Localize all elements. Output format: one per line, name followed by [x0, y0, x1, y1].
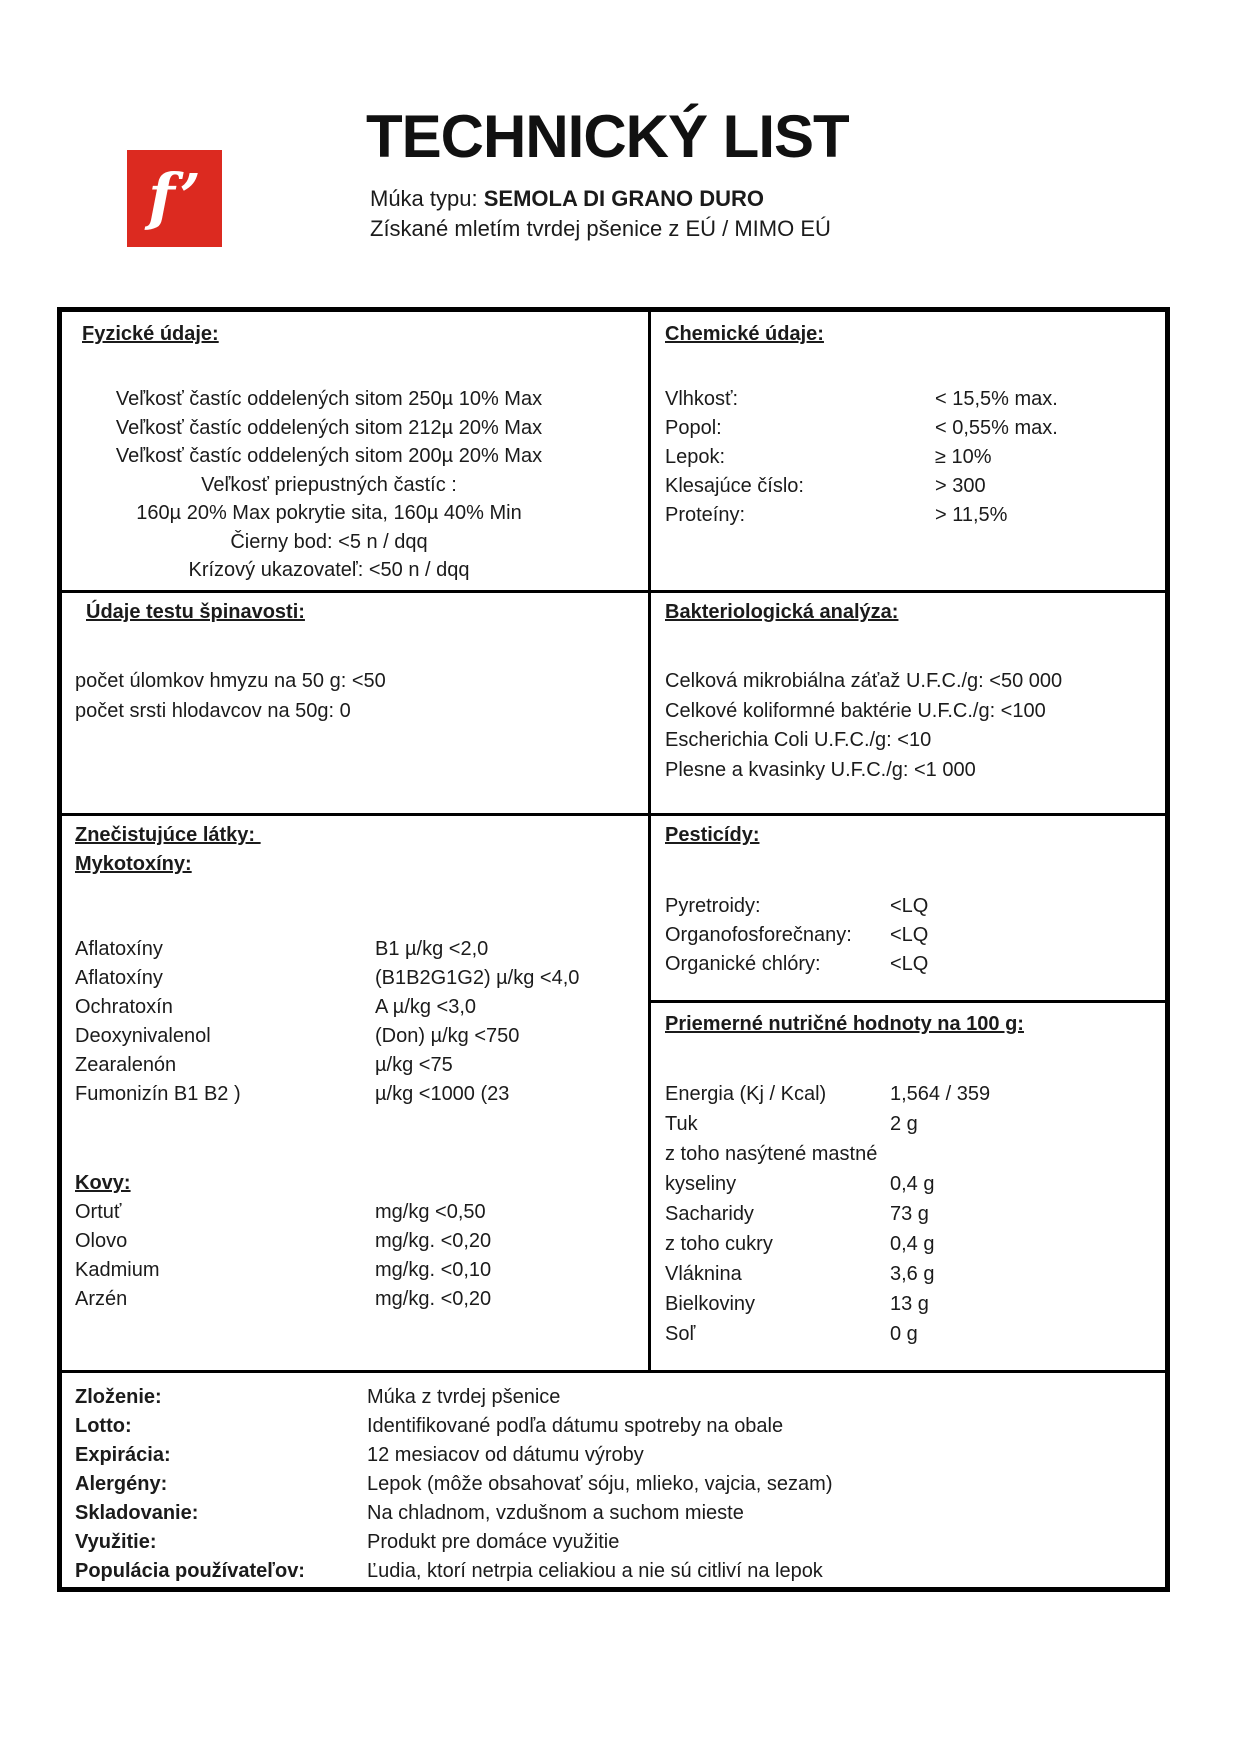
- text-line: Celková mikrobiálna záťaž U.F.C./g: <50 000: [665, 670, 1063, 692]
- row-value: <LQ: [890, 895, 929, 917]
- row-label: Proteíny:: [665, 504, 746, 526]
- data-row: [665, 1139, 1165, 1169]
- chemical-rows: [665, 385, 1165, 530]
- section-bacteriological: [651, 590, 1165, 813]
- data-row: [665, 892, 1165, 921]
- row-label: Organické chlóry:: [665, 953, 821, 975]
- data-row: [75, 1256, 648, 1285]
- row-value: Lepok (môže obsahovať sóju, mlieko, vajcia, sezam): [367, 1473, 833, 1495]
- row-value: 1,564 / 359: [890, 1083, 991, 1105]
- data-row: [75, 935, 648, 964]
- brand-logo: [127, 150, 222, 247]
- text-line: Veľkosť častíc oddelených sitom 200µ 20% Max: [115, 445, 543, 467]
- section-heading: Chemické údaje:: [665, 323, 824, 345]
- text-line: Veľkosť častíc oddelených sitom 212µ 20% Max: [115, 416, 543, 439]
- data-row: [75, 1080, 648, 1109]
- data-row: [75, 1285, 648, 1314]
- row-value: < 0,55% max.: [935, 417, 1058, 439]
- data-row: [75, 1198, 648, 1227]
- row-label: Ortuť: [75, 1201, 122, 1223]
- row-value: mg/kg <0,50: [375, 1201, 486, 1223]
- row-value: A µ/kg <3,0: [375, 996, 477, 1018]
- row-value: <LQ: [890, 953, 929, 975]
- text-line: Krízový ukazovateľ: <50 n / dqq: [188, 559, 470, 581]
- row-label: Alergény:: [75, 1473, 168, 1495]
- bacteriological-lines: [665, 667, 1165, 785]
- row-label: Aflatoxíny: [75, 967, 163, 989]
- section-pesticides: [651, 813, 1165, 1000]
- row-value: 73 g: [890, 1203, 929, 1225]
- pesticide-rows: [665, 892, 1165, 979]
- section-subheading: Mykotoxíny:: [75, 853, 192, 875]
- row-value: 0,4 g: [890, 1173, 935, 1195]
- data-row: [75, 993, 648, 1022]
- nutrition-rows: [665, 1079, 1165, 1349]
- section-heading: Priemerné nutričné hodnoty na 100 g:: [665, 1013, 1024, 1035]
- section-heading: Znečistujúce látky:: [75, 824, 261, 846]
- section-chemical-data: [651, 312, 1165, 590]
- row-value: mg/kg. <0,20: [375, 1288, 492, 1310]
- data-row: [665, 1229, 1165, 1259]
- data-row: [75, 1022, 648, 1051]
- row-label: Soľ: [665, 1323, 696, 1345]
- row-label: Využitie:: [75, 1531, 157, 1553]
- text-line: Veľkosť častíc oddelených sitom 250µ 10% Max: [115, 388, 543, 410]
- row-label: Sacharidy: [665, 1203, 754, 1225]
- data-row: [75, 1470, 1165, 1499]
- row-label: Deoxynivalenol: [75, 1025, 211, 1047]
- text-line: Celkové koliformné baktérie U.F.C./g: <100: [665, 699, 1046, 722]
- data-row: [665, 1169, 1165, 1199]
- row-value: [890, 1139, 1165, 1169]
- row-label: Kadmium: [75, 1259, 160, 1281]
- text-line: počet úlomkov hmyzu na 50 g: <50: [75, 670, 386, 692]
- flour-type-label: Múka typu:: [370, 186, 484, 211]
- row-value: > 300: [935, 475, 986, 497]
- row-label: Klesajúce číslo:: [665, 475, 804, 497]
- row-value: B1 µ/kg <2,0: [375, 938, 489, 960]
- data-row: [75, 1051, 648, 1080]
- data-row: [75, 1528, 1165, 1557]
- text-line: 160µ 20% Max pokrytie sita, 160µ 40% Min: [136, 502, 522, 524]
- row-value: 0 g: [890, 1323, 918, 1345]
- data-row: [75, 1383, 1165, 1412]
- row-label: Ochratoxín: [75, 996, 173, 1018]
- row-value: Ľudia, ktorí netrpia celiakiou a nie sú citliví na lepok: [367, 1560, 823, 1582]
- section-product-info: [62, 1373, 1165, 1593]
- row-label: Popol:: [665, 417, 722, 439]
- data-row: [665, 1289, 1165, 1319]
- row-value: mg/kg. <0,10: [375, 1259, 492, 1281]
- data-row: [665, 921, 1165, 950]
- data-row: [665, 385, 1165, 414]
- row-value: ≥ 10%: [935, 446, 992, 468]
- data-row: [665, 1259, 1165, 1289]
- data-row: [75, 964, 648, 993]
- physical-lines: [82, 385, 648, 585]
- section-physical-data: [62, 312, 648, 590]
- data-row: [665, 501, 1165, 530]
- row-label: Organofosforečnany:: [665, 924, 852, 946]
- section-heading: Pesticídy:: [665, 824, 760, 846]
- origin-line: Získané mletím tvrdej pšenice z EÚ / MIMO EÚ: [370, 216, 831, 241]
- row-label: Populácia používateľov:: [75, 1560, 305, 1582]
- row-value: Produkt pre domáce využitie: [367, 1531, 620, 1553]
- row-value: > 11,5%: [935, 504, 1008, 526]
- row-label: Expirácia:: [75, 1444, 171, 1466]
- flour-type-value: SEMOLA DI GRANO DURO: [483, 186, 765, 211]
- data-row: [665, 1199, 1165, 1229]
- data-row: [75, 1227, 648, 1256]
- text-line: Escherichia Coli U.F.C./g: <10: [665, 729, 932, 751]
- title-block: [366, 103, 849, 244]
- row-value: Identifikované podľa dátumu spotreby na obale: [367, 1415, 784, 1437]
- data-row: [665, 950, 1165, 979]
- row-value: <LQ: [890, 924, 929, 946]
- row-label: Fumonizín B1 B2 ): [75, 1083, 241, 1105]
- dirt-test-lines: [75, 667, 648, 726]
- page-title: TECHNICKÝ LIST: [366, 103, 849, 170]
- row-value: Na chladnom, vzdušnom a suchom mieste: [367, 1502, 744, 1524]
- data-row: [665, 414, 1165, 443]
- row-label: Vláknina: [665, 1263, 742, 1285]
- row-value: 2 g: [890, 1113, 918, 1135]
- data-row: [75, 1499, 1165, 1528]
- product-info-rows: [75, 1383, 1165, 1586]
- row-value: mg/kg. <0,20: [375, 1230, 492, 1252]
- row-value: 12 mesiacov od dátumu výroby: [367, 1444, 644, 1466]
- row-value: µ/kg <1000 (23: [375, 1083, 510, 1105]
- row-value: 13 g: [890, 1293, 929, 1315]
- row-label: z toho nasýtené mastné: [665, 1143, 878, 1165]
- text-line: Plesne a kvasinky U.F.C./g: <1 000: [665, 758, 976, 781]
- row-label: Pyretroidy:: [665, 895, 761, 917]
- row-value: 0,4 g: [890, 1233, 935, 1255]
- row-label: Olovo: [75, 1230, 128, 1252]
- data-row: [75, 1557, 1165, 1586]
- row-label: Tuk: [665, 1113, 698, 1135]
- row-value: Múka z tvrdej pšenice: [367, 1386, 561, 1408]
- text-line: Čierny bod: <5 n / dqq: [230, 530, 428, 553]
- row-label: Zloženie:: [75, 1386, 162, 1408]
- section-heading: Fyzické údaje:: [82, 323, 219, 345]
- data-row: [75, 1441, 1165, 1470]
- section-nutrition: [651, 1000, 1165, 1370]
- spec-table: [57, 307, 1170, 1592]
- flour-type-line: [370, 184, 849, 214]
- data-row: [665, 1319, 1165, 1349]
- row-label: Vlhkosť:: [665, 388, 739, 410]
- row-value: < 15,5% max.: [935, 388, 1058, 410]
- metals-rows: [75, 1198, 648, 1314]
- row-label: z toho cukry: [665, 1233, 773, 1255]
- text-line: počet srsti hlodavcov na 50g: 0: [75, 699, 351, 722]
- mycotoxin-rows: [75, 935, 648, 1109]
- row-value: (Don) µ/kg <750: [375, 1025, 520, 1047]
- row-label: Aflatoxíny: [75, 938, 163, 960]
- data-row: [665, 1079, 1165, 1109]
- logo-letter-icon: f’: [148, 159, 201, 233]
- row-value: (B1B2G1G2) µ/kg <4,0: [375, 967, 580, 989]
- row-label: Zearalenón: [75, 1054, 177, 1076]
- section-dirt-test: [62, 590, 648, 813]
- row-label: Arzén: [75, 1288, 128, 1310]
- metals-heading: Kovy:: [75, 1172, 131, 1194]
- text-line: Veľkosť priepustných častíc :: [201, 473, 457, 496]
- row-value: µ/kg <75: [375, 1054, 453, 1076]
- data-row: [665, 472, 1165, 501]
- row-label: Energia (Kj / Kcal): [665, 1083, 827, 1105]
- data-row: [75, 1412, 1165, 1441]
- row-label: Lotto:: [75, 1415, 132, 1437]
- data-row: [665, 1109, 1165, 1139]
- row-label: Skladovanie:: [75, 1502, 199, 1524]
- section-heading: Bakteriologická analýza:: [665, 601, 899, 623]
- data-row: [665, 443, 1165, 472]
- row-label: Bielkoviny: [665, 1293, 756, 1315]
- row-value: 3,6 g: [890, 1263, 935, 1285]
- section-heading: Údaje testu špinavosti:: [86, 601, 305, 623]
- row-label: Lepok:: [665, 446, 726, 468]
- section-contaminants: [62, 813, 648, 1370]
- row-label: kyseliny: [665, 1173, 737, 1195]
